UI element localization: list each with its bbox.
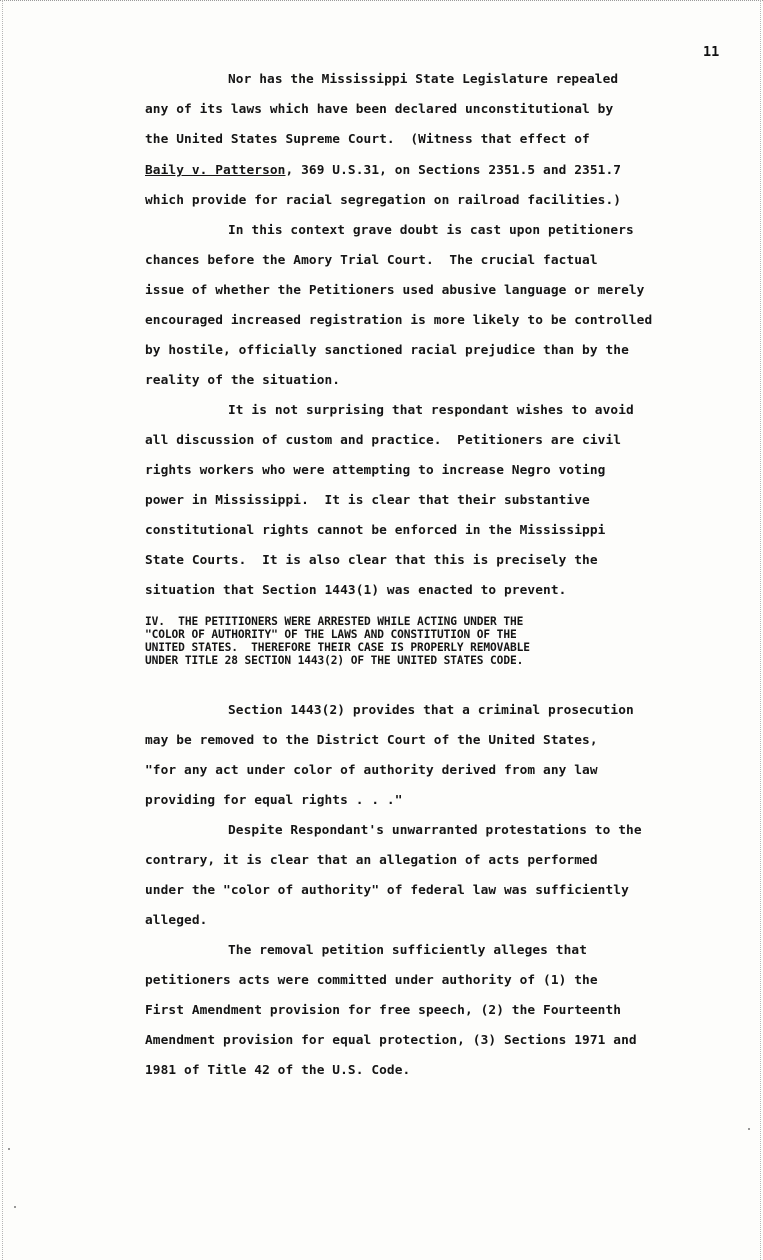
paragraph-4-line-2: may be removed to the District Court of the United States, [145, 733, 598, 748]
paragraph-6-line-3: First Amendment provision for free speech, (2) the Fourteenth [145, 1003, 622, 1018]
paragraph-4-line-3: "for any act under color of authority derived from any law [145, 763, 598, 778]
paragraph-6-line-2: petitioners acts were committed under authority of (1) the [145, 973, 598, 988]
paragraph-3-line-3: rights workers who were attempting to increase Negro voting [145, 463, 606, 478]
paragraph-3-line-7: situation that Section 1443(1) was enacted to prevent. [145, 583, 567, 598]
paragraph-2-line-2: chances before the Amory Trial Court. The crucial factual [145, 253, 598, 268]
paragraph-5-line-1: Despite Respondant's unwarranted protestations to the [228, 823, 642, 838]
paragraph-3-line-5: constitutional rights cannot be enforced in the Mississippi [145, 523, 606, 538]
paragraph-2-line-5: by hostile, officially sanctioned racial prejudice than by the [145, 343, 629, 358]
paragraph-2-line-3: issue of whether the Petitioners used abusive language or merely [145, 283, 645, 298]
paragraph-5-line-4: alleged. [145, 913, 208, 928]
section-heading-line-4: UNDER TITLE 28 SECTION 1443(2) OF THE UNITED STATES CODE. [145, 654, 524, 667]
section-heading-line-1: IV. THE PETITIONERS WERE ARRESTED WHILE ACTING UNDER THE [145, 615, 524, 628]
paragraph-1-line-3: the United States Supreme Court. (Witness that effect of [145, 132, 590, 147]
scan-speck [8, 1148, 10, 1150]
paragraph-2-line-4: encouraged increased registration is more likely to be controlled [145, 313, 653, 328]
page-number: 11 [703, 44, 720, 60]
paragraph-3-line-2: all discussion of custom and practice. Petitioners are civil [145, 433, 622, 448]
paragraph-2-line-6: reality of the situation. [145, 373, 341, 388]
paragraph-1-line-1: Nor has the Mississippi State Legislature repealed [228, 72, 619, 87]
scan-speck [14, 1206, 16, 1208]
paragraph-3-line-4: power in Mississippi. It is clear that their substantive [145, 493, 590, 508]
section-heading-line-2: "COLOR OF AUTHORITY" OF THE LAWS AND CONSTITUTION OF THE [145, 628, 517, 641]
paragraph-2-line-1: In this context grave doubt is cast upon petitioners [228, 223, 634, 238]
paragraph-5-line-3: under the "color of authority" of federal law was sufficiently [145, 883, 629, 898]
paragraph-3-line-1: It is not surprising that respondant wishes to avoid [228, 403, 634, 418]
paragraph-6-line-5: 1981 of Title 42 of the U.S. Code. [145, 1063, 411, 1078]
paragraph-1-line-5: which provide for racial segregation on railroad facilities.) [145, 193, 622, 208]
paragraph-6-line-1: The removal petition sufficiently alleges that [228, 943, 588, 958]
paragraph-4-line-1: Section 1443(2) provides that a criminal prosecution [228, 703, 634, 718]
paragraph-1-line-4 [145, 163, 621, 178]
scan-right-edge [758, 0, 761, 1260]
scan-left-edge [2, 0, 5, 1260]
scan-speck [748, 1128, 750, 1130]
case-citation: Baily v. Patterson [145, 163, 286, 178]
section-heading-line-3: UNITED STATES. THEREFORE THEIR CASE IS PROPERLY REMOVABLE [145, 641, 530, 654]
citation-rest: , 369 U.S.31, on Sections 2351.5 and 2351.7 [285, 163, 622, 178]
paragraph-4-line-4: providing for equal rights . . ." [145, 793, 403, 808]
paragraph-6-line-4: Amendment provision for equal protection, (3) Sections 1971 and [145, 1033, 637, 1048]
paragraph-5-line-2: contrary, it is clear that an allegation of acts performed [145, 853, 598, 868]
paragraph-1-line-2: any of its laws which have been declared unconstitutional by [145, 102, 614, 117]
paragraph-3-line-6: State Courts. It is also clear that this is precisely the [145, 553, 598, 568]
scan-top-edge [0, 0, 763, 5]
